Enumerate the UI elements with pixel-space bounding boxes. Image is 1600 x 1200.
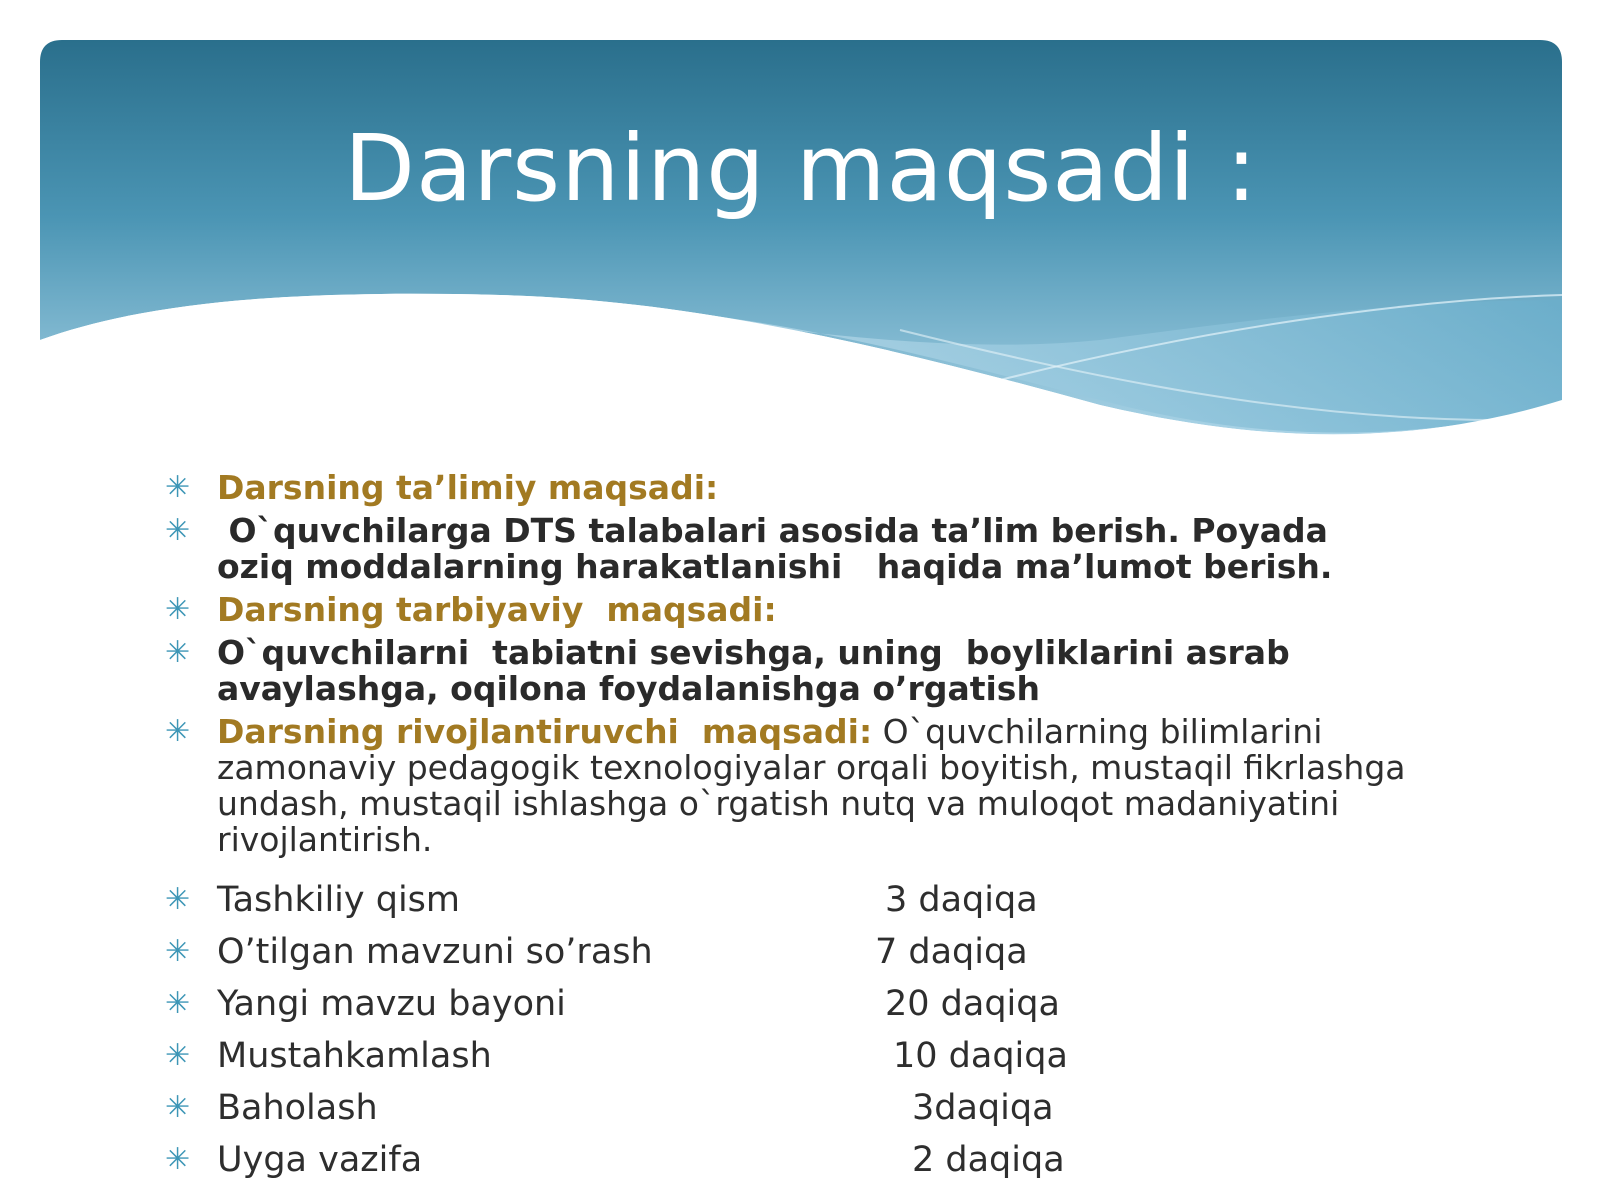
schedule-row xyxy=(165,1134,1415,1186)
schedule-label: Yangi mavzu bayoni xyxy=(217,984,566,1024)
asterisk-icon: ✳ xyxy=(165,882,191,917)
educational-goal-heading: Darsning ta’limiy maqsadi: xyxy=(217,468,719,507)
schedule-label: Baholash xyxy=(217,1088,378,1128)
upbringing-goal-heading: Darsning tarbiyaviy maqsadi: xyxy=(217,590,777,629)
schedule-duration: 3 daqiqa xyxy=(885,880,1038,920)
educational-goal-text: O`quvchilarga DTS talabalari asosida ta’lim berish. Poyada oziq moddalarning harakatlanishi haqida ma’lumot berish. xyxy=(217,511,1340,586)
schedule-label: Uyga vazifa xyxy=(217,1140,423,1180)
list-item xyxy=(165,635,1415,707)
schedule-row xyxy=(165,1082,1415,1134)
schedule-row xyxy=(165,1030,1415,1082)
schedule-duration: 20 daqiqa xyxy=(885,984,1060,1024)
asterisk-icon: ✳ xyxy=(165,470,191,505)
asterisk-icon: ✳ xyxy=(165,986,191,1021)
header-wave-background xyxy=(0,0,1600,460)
asterisk-icon: ✳ xyxy=(165,1038,191,1073)
asterisk-icon: ✳ xyxy=(165,1142,191,1177)
asterisk-icon: ✳ xyxy=(165,513,191,548)
schedule-label: Mustahkamlash xyxy=(217,1036,492,1076)
schedule-label: Tashkiliy qism xyxy=(217,880,461,920)
asterisk-icon: ✳ xyxy=(165,714,191,749)
list-item xyxy=(165,714,1415,858)
list-item xyxy=(165,513,1415,585)
asterisk-icon: ✳ xyxy=(165,592,191,627)
schedule-duration: 2 daqiqa xyxy=(912,1140,1065,1180)
asterisk-icon: ✳ xyxy=(165,1090,191,1125)
schedule-label: O’tilgan mavzuni so’rash xyxy=(217,932,653,972)
asterisk-icon: ✳ xyxy=(165,934,191,969)
schedule-row xyxy=(165,978,1415,1030)
schedule-duration: 10 daqiqa xyxy=(893,1036,1068,1076)
asterisk-icon: ✳ xyxy=(165,635,191,670)
schedule-duration: 3daqiqa xyxy=(912,1088,1054,1128)
list-item xyxy=(165,592,1415,628)
schedule-duration: 7 daqiqa xyxy=(875,932,1028,972)
schedule-row xyxy=(165,874,1415,926)
list-item xyxy=(165,470,1415,506)
goals-list xyxy=(165,470,1415,1186)
developmental-goal-heading: Darsning rivojlantiruvchi maqsadi: xyxy=(217,712,873,751)
schedule-row xyxy=(165,926,1415,978)
developmental-goal-text: O`quvchilarning bilimlarini zamonaviy pedagogik texnologiyalar orqali boyitish, mustaqil fikrlashga undash, mustaqil ishlashga o`rgatish nutq va muloqot madaniyatini rivojlantirish. xyxy=(217,712,1406,859)
upbringing-goal-text: O`quvchilarni tabiatni sevishga, uning boyliklarini asrab avaylashga, oqilona foydalanishga o’rgatish xyxy=(217,633,1302,708)
slide-title: Darsning maqsadi : xyxy=(344,115,1258,222)
